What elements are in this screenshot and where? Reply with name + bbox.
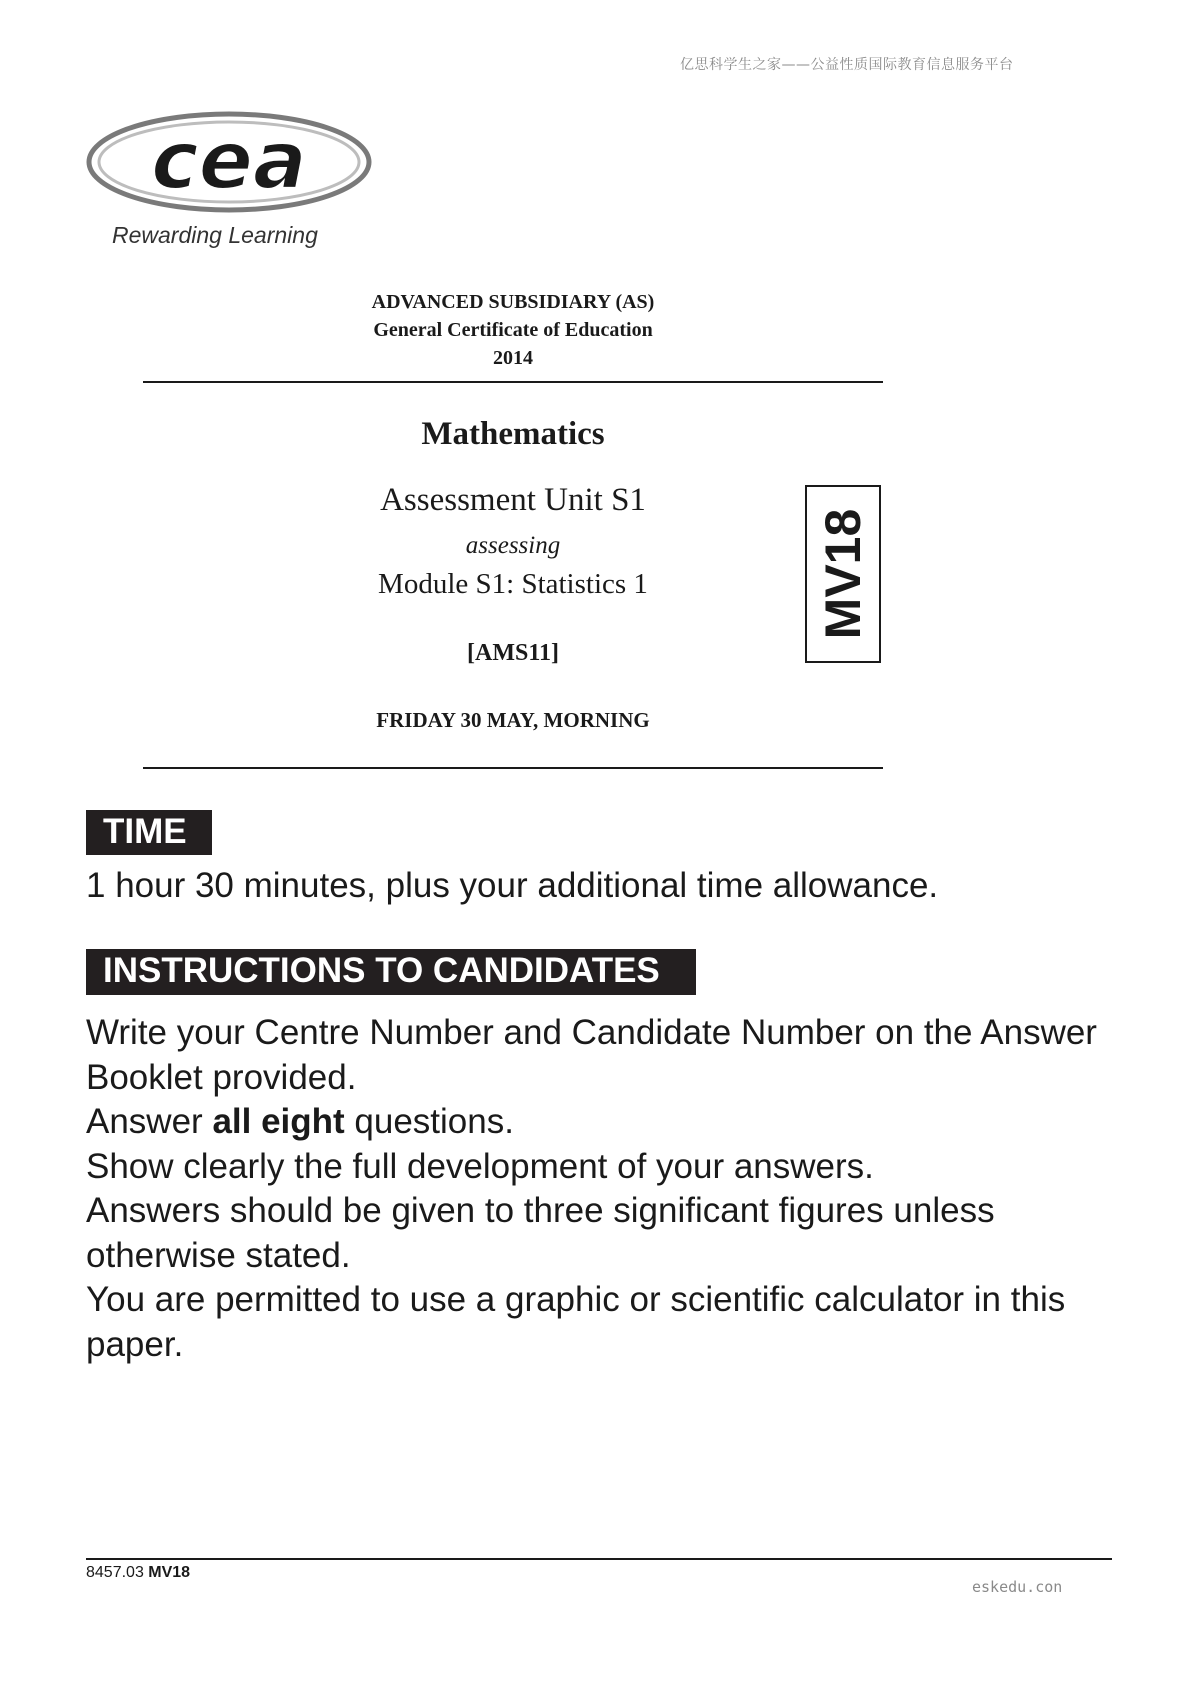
instructions-heading: INSTRUCTIONS TO CANDIDATES — [86, 949, 696, 995]
title-divider — [143, 767, 883, 769]
exam-date: FRIDAY 30 MAY, MORNING — [376, 708, 650, 732]
time-allowance-text: 1 hour 30 minutes, plus your additional time allowance. — [86, 866, 939, 905]
footer-divider — [86, 1558, 1112, 1560]
qualification-level: ADVANCED SUBSIDIARY (AS) — [371, 291, 655, 313]
logo-letters: cea — [151, 114, 307, 207]
paper-code: MV18 — [815, 508, 871, 640]
footer-ref-number: 8457.03 — [86, 1564, 149, 1581]
time-heading: TIME — [86, 810, 212, 855]
subject-title: Mathematics — [421, 416, 605, 452]
unit-code: [AMS11] — [467, 640, 559, 666]
paper-code-box — [805, 485, 881, 663]
logo-tagline: Rewarding Learning — [112, 222, 318, 248]
exam-year: 2014 — [493, 347, 533, 369]
cea-logo-graphic — [84, 110, 374, 215]
qualification-name: General Certificate of Education — [373, 319, 653, 341]
assessment-unit: Assessment Unit S1 — [380, 482, 646, 518]
module-name: Module S1: Statistics 1 — [378, 568, 648, 600]
instruction-answer-emphasis: all eight — [212, 1102, 345, 1141]
cea-logo — [84, 110, 374, 215]
watermark-bottom-text: eskedu.con — [972, 1578, 1063, 1596]
watermark-top-text: 亿思科学生之家——公益性质国际教育信息服务平台 — [680, 57, 1014, 73]
instruction-answer-questions — [86, 1100, 1126, 1145]
instruction-show-working: Show clearly the full development of your answers. — [86, 1146, 874, 1186]
qualification-header — [143, 288, 883, 372]
instructions-list — [86, 1011, 1126, 1367]
assessing-label: assessing — [465, 532, 561, 559]
instruction-centre-number: Write your Centre Number and Candidate Number on the Answer Booklet provided. — [86, 1013, 1097, 1097]
footer-paper-code: MV18 — [148, 1564, 191, 1581]
instruction-significant-figures: Answers should be given to three significant figures unless otherwise stated. — [86, 1191, 995, 1275]
instruction-calculator: You are permitted to use a graphic or scientific calculator in this paper. — [86, 1280, 1066, 1364]
instruction-answer-prefix: Answer — [86, 1102, 213, 1141]
header-divider — [143, 381, 883, 383]
footer-reference — [86, 1564, 190, 1582]
instruction-answer-suffix: questions. — [344, 1102, 514, 1141]
